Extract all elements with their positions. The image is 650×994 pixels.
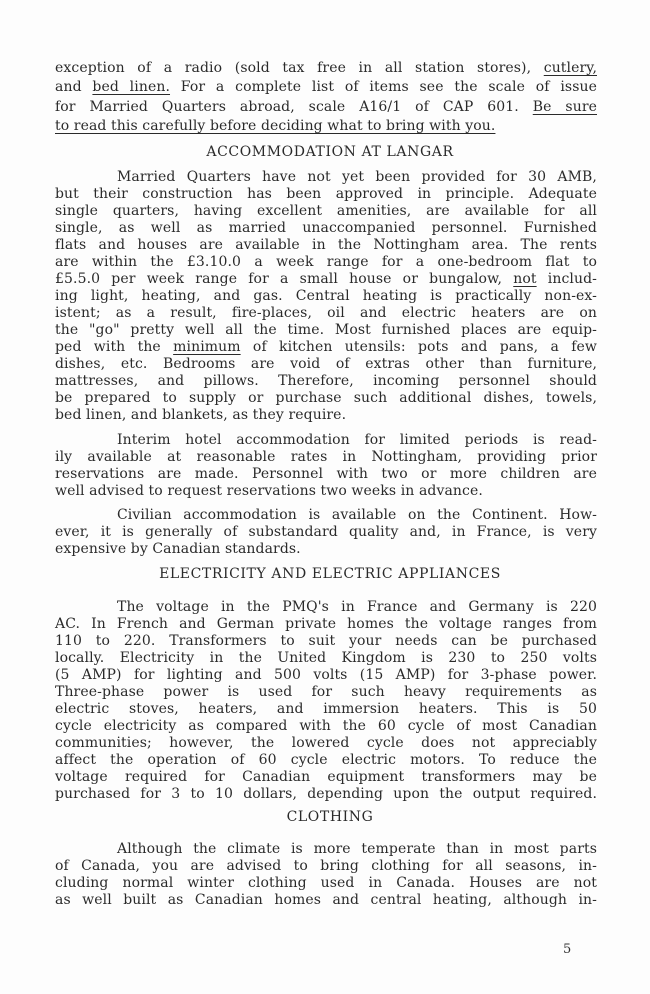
text: £5.5.0 per week range for a small house or bungalow, [55,271,514,287]
paragraph-line: be prepared to supply or purchase such additional dishes, towels, [55,390,597,406]
paragraph-line: Civilian accommodation is available on the Continent. How- [117,507,597,523]
paragraph-line: the "go" pretty well all the time. Most furnished places are equip- [55,322,597,338]
paragraph-line: Although the climate is more temperate than in most parts [117,841,597,857]
paragraph-line: istent; as a result, fire-places, oil and electric heaters are on [55,305,597,321]
page-number: 5 [563,942,572,957]
intro-line: to read this carefully before deciding what to bring with you. [55,118,496,134]
paragraph-line: reservations are made. Personnel with two or more children are [55,466,597,482]
paragraph-line: AC. In French and German private homes the voltage ranges from [55,616,597,632]
paragraph-line: single quarters, having excellent amenities, are available for all [55,203,597,219]
intro-line [55,78,597,96]
text: and [55,79,93,95]
paragraph-line: 110 to 220. Transformers to suit your needs can be purchased [55,633,597,649]
paragraph-line: communities; however, the lowered cycle does not appreciably [55,735,597,751]
paragraph-line: dishes, etc. Bedrooms are void of extras other than furniture, [55,356,597,372]
paragraph-line [55,338,597,356]
paragraph-line: cluding normal winter clothing used in Canada. Houses are not [55,875,597,891]
paragraph-line: The voltage in the PMQ's in France and Germany is 220 [117,599,597,615]
text: ped with the [55,339,174,355]
paragraph-line: ing light, heating, and gas. Central heating is practically non-ex- [55,288,597,304]
paragraph-line: (5 AMP) for lighting and 500 volts (15 AMP) for 3-phase power. [55,667,597,683]
paragraph-line: expensive by Canadian standards. [55,541,301,557]
text: of kitchen utensils: pots and pans, a few [240,339,597,355]
intro-line [55,59,597,77]
underlined-text: cutlery, [543,60,597,76]
paragraph-line: Three-phase power is used for such heavy requirements as [55,684,597,700]
paragraph-line [55,270,597,288]
paragraph-line: well advised to request reservations two weeks in advance. [55,483,483,499]
underlined-text: bed linen. [92,79,171,95]
intro-line [55,98,597,116]
paragraph-line: single, as well as married unaccompanied personnel. Furnished [55,220,597,236]
paragraph-line: voltage required for Canadian equipment transformers may be [55,769,597,785]
section-heading-clothing: CLOTHING [286,809,374,825]
paragraph-line: cycle electricity as compared with the 60 cycle of most Canadian [55,718,597,734]
paragraph-line: flats and houses are available in the Nottingham area. The rents [55,237,597,253]
paragraph-line: are within the £3.10.0 a week range for a one-bedroom flat to [55,254,597,270]
underlined-text: not [513,271,537,287]
paragraph-line: Interim hotel accommodation for limited periods is read- [117,432,597,448]
section-heading-electricity: ELECTRICITY AND ELECTRIC APPLIANCES [159,566,501,582]
paragraph-line: electric stoves, heaters, and immersion heaters. This is 50 [55,701,597,717]
text: for Married Quarters abroad, scale A16/1 of CAP 601. [55,99,533,115]
section-heading-accommodation: ACCOMMODATION AT LANGAR [206,144,454,160]
paragraph-line: but their construction has been approved in principle. Adequate [55,186,597,202]
paragraph-line: locally. Electricity in the United Kingdom is 230 to 250 volts [55,650,597,666]
paragraph-line: of Canada, you are advised to bring clothing for all seasons, in- [55,858,597,874]
paragraph-line: Married Quarters have not yet been provided for 30 AMB, [117,169,597,185]
paragraph-line: affect the operation of 60 cycle electric motors. To reduce the [55,752,597,768]
underlined-text: minimum [173,339,241,355]
underlined-text: Be sure [532,99,597,115]
paragraph-line: ever, it is generally of substandard quality and, in France, is very [55,524,597,540]
paragraph-line: purchased for 3 to 10 dollars, depending upon the output required. [55,786,597,802]
paragraph-line: bed linen, and blankets, as they require. [55,407,347,423]
text: For a complete list of items see the scale of issue [170,79,597,95]
paragraph-line: mattresses, and pillows. Therefore, incoming personnel should [55,373,597,389]
paragraph-line: as well built as Canadian homes and central heating, although in- [55,892,597,908]
paragraph-line: ily available at reasonable rates in Nottingham, providing prior [55,449,597,465]
text: exception of a radio (sold tax free in all station stores), [55,60,544,76]
text: includ- [536,271,597,287]
